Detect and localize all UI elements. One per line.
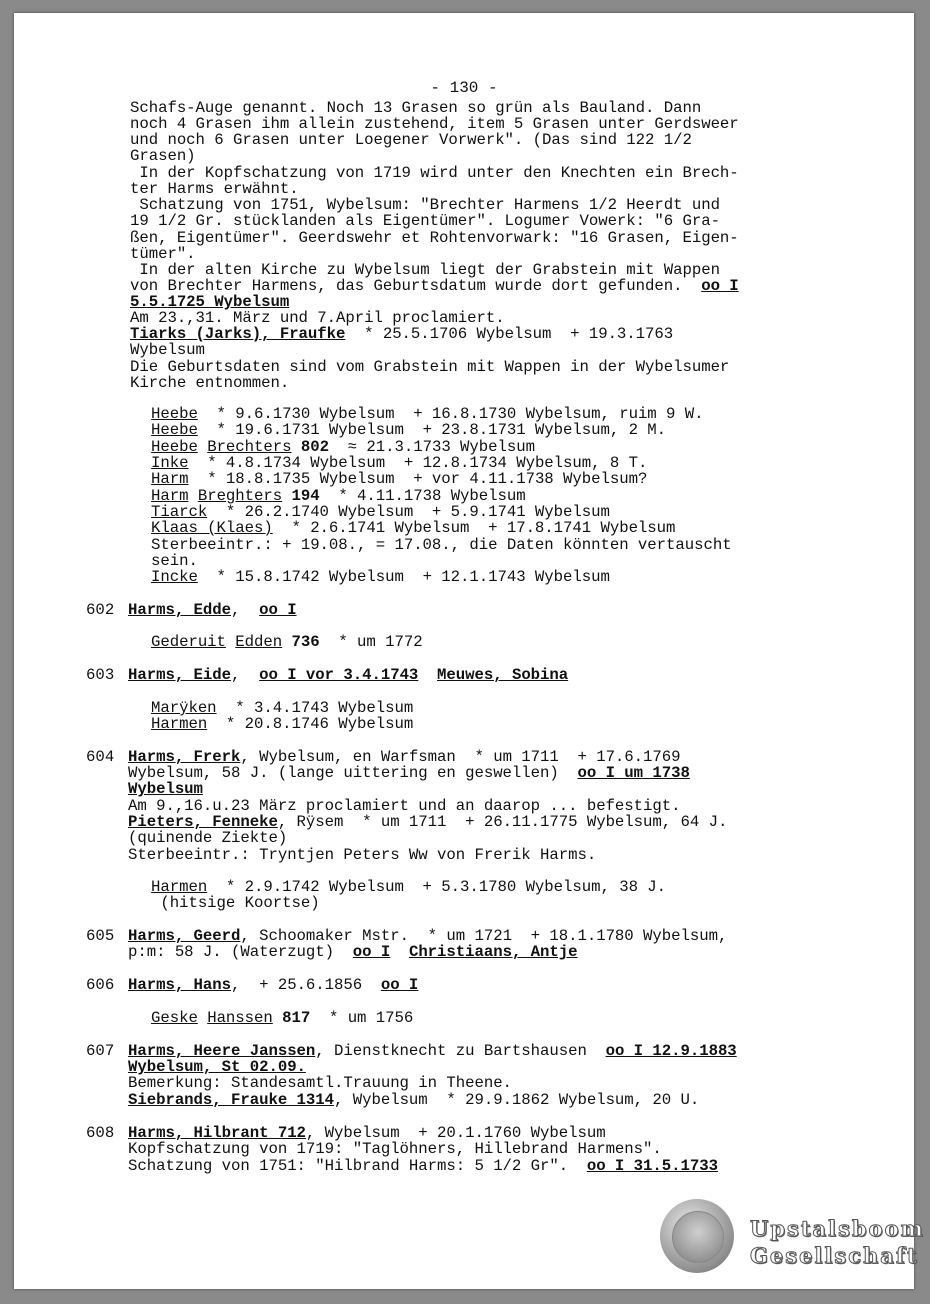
spouse-place: Wybelsum (130, 341, 205, 359)
child-note: Sterbeeintr.: + 19.08., = 17.08., die Daten könnten vertauscht (151, 536, 732, 554)
child-row: Tiarck * 26.2.1740 Wybelsum + 5.9.1741 Wybelsum (151, 503, 610, 521)
marriage-date: Wybelsum, St 02.09. (128, 1058, 306, 1076)
entry-603: Harms, Eide, oo I vor 3.4.1743 Meuwes, Sobina (128, 666, 569, 684)
entry-602: Harms, Edde, oo I (128, 601, 297, 619)
child-row: Harmen * 20.8.1746 Wybelsum (151, 715, 414, 733)
brand-line-1: Upstalsboom (750, 1216, 925, 1241)
entry-line: Bemerkung: Standesamtl.Trauung in Theene. (128, 1074, 512, 1092)
child-row: Heebe Brechters 802 ≈ 21.3.1733 Wybelsum (151, 438, 535, 456)
entry-line: Pieters, Fenneke, Rÿsem * um 1711 + 26.11.1775 Wybelsum, 64 J. (128, 813, 728, 831)
spouse-name: Tiarks (Jarks), Fraufke (130, 325, 346, 343)
entry-line: Siebrands, Frauke 1314, Wybelsum * 29.9.1862 Wybelsum, 20 U. (128, 1091, 700, 1109)
child-row: Marÿken * 3.4.1743 Wybelsum (151, 699, 414, 717)
note-line: Die Geburtsdaten sind vom Grabstein mit Wappen in der Wybelsumer (130, 358, 730, 376)
child-row: Heebe * 19.6.1731 Wybelsum + 23.8.1731 Wybelsum, 2 M. (151, 421, 667, 439)
entry-line: Kopfschatzung von 1719: "Taglöhners, Hillebrand Harmens". (128, 1140, 662, 1158)
child-row: Geske Hanssen 817 * um 1756 (151, 1009, 414, 1027)
seal-logo-icon (660, 1199, 734, 1273)
entry-line: p:m: 58 J. (Waterzugt) oo I Christiaans, Antje (128, 943, 578, 961)
intro-line: In der Kopfschatzung von 1719 wird unter den Knechten ein Brech- (130, 164, 739, 182)
entry-number: 602 (86, 601, 115, 619)
child-note: sein. (151, 552, 198, 570)
entry-604: Harms, Frerk, Wybelsum, en Warfsman * um 1711 + 17.6.1769 (128, 748, 681, 766)
child-row: Incke * 15.8.1742 Wybelsum + 12.1.1743 Wybelsum (151, 568, 610, 586)
child-row: Inke * 4.8.1734 Wybelsum + 12.8.1734 Wybelsum, 8 T. (151, 454, 648, 472)
marriage-date: 5.5.1725 Wybelsum (130, 293, 290, 311)
proclaim-line: Am 23.,31. März und 7.April proclamiert. (130, 309, 505, 327)
entry-607: Harms, Heere Janssen, Dienstknecht zu Bartshausen oo I 12.9.1883 (128, 1042, 737, 1060)
entry-line: (quinende Ziekte) (128, 829, 288, 847)
entry-608: Harms, Hilbrant 712, Wybelsum + 20.1.1760 Wybelsum (128, 1124, 606, 1142)
page-number: - 130 - (430, 79, 498, 97)
intro-line: 19 1/2 Gr. stücklanden als Eigentümer". Logumer Vowerk: "6 Gra- (130, 212, 720, 230)
note-line: Kirche entnommen. (130, 374, 290, 392)
intro-line: noch 4 Grasen ihm allein zustehend, item 5 Grasen unter Gerdsweer (130, 115, 739, 133)
intro-line: Grasen) (130, 147, 196, 165)
intro-line: von Brechter Harmens, das Geburtsdatum wurde dort gefunden. oo I (130, 277, 739, 295)
document-page (14, 13, 925, 1289)
entry-number: 606 (86, 976, 115, 994)
intro-line: ßen, Eigentümer". Geerdswehr et Rohtenvorwark: "16 Grasen, Eigen- (130, 229, 739, 247)
entry-number: 607 (86, 1042, 115, 1060)
entry-number: 603 (86, 666, 115, 684)
entry-number: 604 (86, 748, 115, 766)
child-row: Harm * 18.8.1735 Wybelsum + vor 4.11.1738 Wybelsum? (151, 470, 648, 488)
intro-line: und noch 6 Grasen unter Loegener Vorwerk". (Das sind 122 1/2 (130, 131, 692, 149)
entry-605: Harms, Geerd, Schoomaker Mstr. * um 1721 + 18.1.1780 Wybelsum, (128, 927, 728, 945)
entry-line: Am 9.,16.u.23 März proclamiert und an daarop ... befestigt. (128, 797, 681, 815)
entry-line: Schatzung von 1751: "Hilbrand Harms: 5 1/2 Gr". oo I 31.5.1733 (128, 1157, 718, 1175)
intro-line: ter Harms erwähnt. (130, 180, 299, 198)
entry-line: Wybelsum, 58 J. (lange uittering en geswellen) oo I um 1738 (128, 764, 690, 782)
child-row: Harmen * 2.9.1742 Wybelsum + 5.3.1780 Wybelsum, 38 J. (151, 878, 667, 896)
child-row: Klaas (Klaes) * 2.6.1741 Wybelsum + 17.8.1741 Wybelsum (151, 519, 676, 537)
intro-line: In der alten Kirche zu Wybelsum liegt der Grabstein mit Wappen (130, 261, 720, 279)
entry-number: 605 (86, 927, 115, 945)
spouse-line: Tiarks (Jarks), Fraufke * 25.5.1706 Wybelsum + 19.3.1763 (130, 325, 674, 343)
entry-606: Harms, Hans, + 25.6.1856 oo I (128, 976, 419, 994)
marriage-link: oo I (701, 277, 739, 295)
entry-line: Sterbeeintr.: Tryntjen Peters Ww von Frerik Harms. (128, 846, 597, 864)
child-row: Harm Breghters 194 * 4.11.1738 Wybelsum (151, 487, 526, 505)
child-row: Heebe * 9.6.1730 Wybelsum + 16.8.1730 Wybelsum, ruim 9 W. (151, 405, 704, 423)
intro-line: Schafs-Auge genannt. Noch 13 Grasen so grün als Bauland. Dann (130, 99, 702, 117)
child-row: Gederuit Edden 736 * um 1772 (151, 633, 423, 651)
brand-line-2: Gesellschaft (750, 1243, 919, 1268)
intro-line: Schatzung von 1751, Wybelsum: "Brechter Harmens 1/2 Heerdt und (130, 196, 720, 214)
marriage-date: Wybelsum (128, 780, 203, 798)
entry-number: 608 (86, 1124, 115, 1142)
intro-line: tümer". (130, 245, 196, 263)
child-note: (hitsige Koortse) (151, 894, 320, 912)
